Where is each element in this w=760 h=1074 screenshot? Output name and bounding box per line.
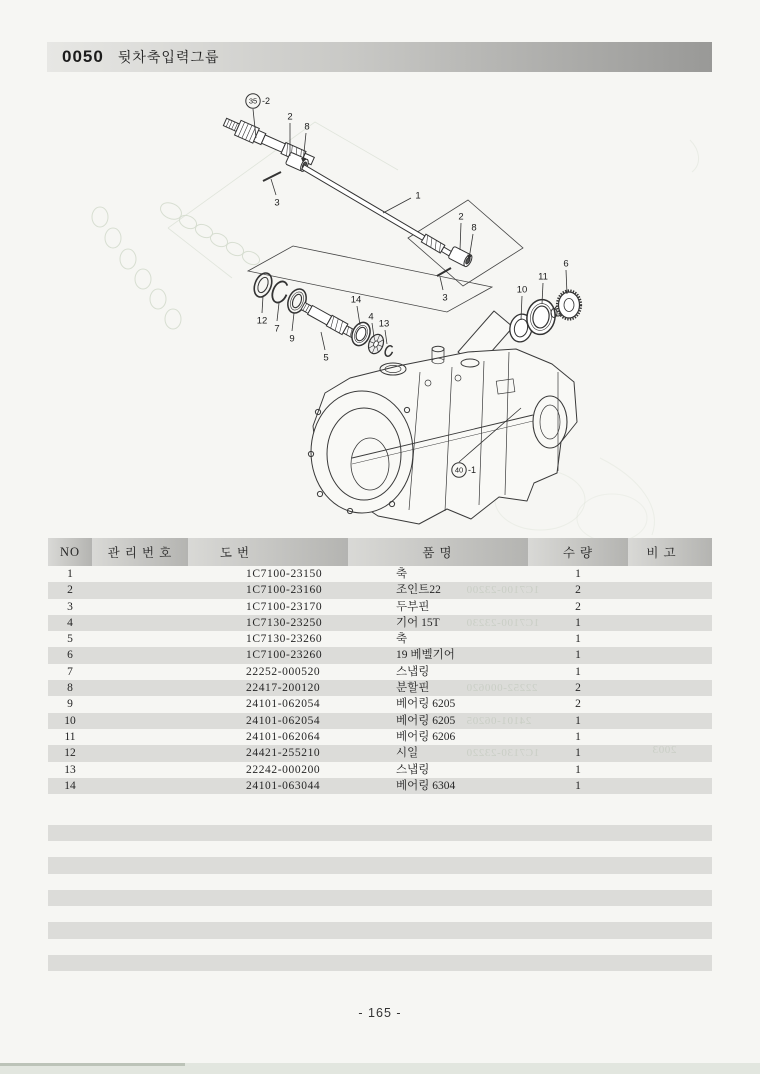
- section-code: 0050: [62, 47, 104, 66]
- cell-no: 7: [67, 665, 73, 678]
- table-row: [48, 729, 712, 745]
- bleedthrough-text: 22252-000620: [466, 682, 538, 694]
- cell-remark: [628, 696, 712, 712]
- cell-no: 5: [67, 633, 73, 646]
- cell-mgmt: [92, 696, 188, 712]
- empty-stripe: [48, 825, 712, 842]
- table-row: [48, 631, 712, 647]
- header-name: 품 명: [348, 538, 528, 566]
- cell-name: 분할핀: [348, 680, 528, 696]
- gear-6: [551, 291, 581, 320]
- callout-leader: [460, 223, 461, 250]
- bleedthrough-text: 1C7100-23200: [466, 584, 540, 596]
- cell-no: 8: [48, 680, 92, 696]
- callout-number: 2: [458, 211, 464, 223]
- cell-qty: 2: [528, 680, 628, 696]
- cell-qty: 2: [575, 600, 581, 613]
- callout-number: 40: [454, 465, 464, 475]
- table-row: [48, 745, 712, 761]
- cell-remark: [628, 778, 712, 794]
- cell-qty: 1: [575, 730, 581, 743]
- cell-name: 두부핀: [396, 600, 430, 613]
- long-shaft: [301, 163, 453, 258]
- cell-qty: 1: [528, 615, 628, 631]
- cell-drawing: 1C7130-23250: [188, 615, 348, 631]
- callout-number: 1: [415, 190, 421, 202]
- empty-stripe: [48, 922, 712, 939]
- cell-no: 3: [67, 600, 73, 613]
- cell-remark: [628, 566, 712, 582]
- callout-number: 2: [287, 111, 293, 123]
- cell-remark: [628, 680, 712, 696]
- cell-no: 6: [48, 647, 92, 663]
- header-qty: 수 량: [528, 538, 628, 566]
- cell-mgmt: [92, 582, 188, 598]
- cell-mgmt: [92, 647, 188, 663]
- cell-drawing: 22252-000520: [246, 665, 321, 678]
- bleedthrough-text: 24101-06205: [466, 715, 532, 727]
- cell-name: 스냅링: [396, 665, 430, 678]
- table-row: [48, 615, 712, 631]
- cell-drawing: 22417-200120: [188, 680, 348, 696]
- callout-number: 13: [378, 318, 390, 330]
- cell-name: 시일: [348, 745, 528, 761]
- callout-suffix: -1: [468, 465, 477, 475]
- cell-name: 스냅링: [396, 763, 430, 776]
- section-title-bar: [47, 42, 712, 72]
- cell-mgmt: [92, 680, 188, 696]
- cell-remark: [628, 582, 712, 598]
- cell-drawing: 24101-062054: [246, 698, 321, 711]
- cell-drawing: 1C7100-23150: [246, 568, 323, 580]
- table-row: [48, 664, 712, 680]
- parts-table: [48, 538, 712, 794]
- cell-mgmt: [92, 664, 188, 680]
- cell-drawing: 22242-000200: [246, 763, 321, 776]
- cell-mgmt: [92, 778, 188, 794]
- cell-drawing: 1C7100-23160: [188, 582, 348, 598]
- cell-qty: 2: [575, 698, 581, 711]
- page-bottom-edge: [0, 1063, 760, 1074]
- callout-number: 8: [304, 121, 310, 133]
- cell-no: 2: [48, 582, 92, 598]
- cell-mgmt: [92, 631, 188, 647]
- bleedthrough-text: 1C7130-23220: [466, 747, 540, 759]
- cell-remark: [628, 631, 712, 647]
- empty-stripe: [48, 857, 712, 874]
- callout-number: 11: [538, 271, 548, 283]
- cell-qty: 1: [575, 665, 581, 678]
- header-remark: 비 고: [628, 538, 712, 566]
- cell-qty: 1: [528, 745, 628, 761]
- page-title: 뒷차축입력그룹: [117, 49, 220, 65]
- cell-drawing: 1C7100-23260: [188, 647, 348, 663]
- cell-remark: [628, 762, 712, 778]
- callout-number: 3: [274, 197, 280, 209]
- cell-qty: 1: [575, 633, 581, 646]
- cell-no: 1: [67, 568, 73, 580]
- exploded-parts-diagram: [0, 80, 760, 538]
- cell-qty: 1: [528, 647, 628, 663]
- table-row: [48, 713, 712, 729]
- cell-remark: [628, 664, 712, 680]
- cell-drawing: 1C7100-23170: [246, 600, 323, 613]
- header-drawing: 도 번: [188, 538, 348, 566]
- bleedthrough-text: 2003: [652, 744, 677, 756]
- callout-leader: [262, 296, 263, 313]
- table-row: [48, 762, 712, 778]
- callout-number: 35: [248, 96, 258, 106]
- cell-no: 10: [48, 713, 92, 729]
- page-number: - 165 -: [358, 1006, 402, 1020]
- callout-number: 3: [442, 292, 448, 304]
- callout-leader: [277, 303, 279, 321]
- callout-number: 8: [471, 222, 477, 234]
- cell-drawing: 24101-062054: [188, 713, 348, 729]
- header-no: NO: [48, 538, 92, 566]
- cell-name: 베어링 6205: [396, 698, 456, 711]
- cell-mgmt: [92, 599, 188, 615]
- empty-stripe: [48, 890, 712, 907]
- snap-ring-13: [384, 345, 395, 358]
- callout-leader: [372, 323, 374, 337]
- cell-name: 기어 15T: [348, 615, 528, 631]
- table-row: [48, 696, 712, 712]
- cell-no: 14: [48, 778, 92, 794]
- callout-leader: [292, 313, 294, 331]
- callout-leader: [271, 179, 276, 195]
- cell-drawing: 1C7130-23260: [246, 633, 323, 646]
- cell-no: 11: [64, 730, 76, 743]
- cell-name: 베어링 6304: [348, 778, 528, 794]
- callout-leader: [321, 332, 325, 350]
- cell-name: 축: [396, 633, 408, 646]
- empty-stripe: [48, 955, 712, 972]
- table-header-row: [48, 538, 712, 566]
- cell-no: 4: [48, 615, 92, 631]
- callout-leader: [440, 277, 443, 290]
- cell-mgmt: [92, 615, 188, 631]
- header-mgmt: 관 리 번 호: [92, 538, 188, 566]
- cell-qty: 2: [528, 582, 628, 598]
- cell-mgmt: [92, 566, 188, 582]
- table-row: [48, 680, 712, 696]
- cell-no: 13: [64, 763, 76, 776]
- cell-drawing: 24101-063044: [188, 778, 348, 794]
- callout-number: 6: [563, 258, 569, 270]
- table-row: [48, 778, 712, 794]
- table-row: [48, 566, 712, 582]
- bleedthrough-text: 1C7100-23230: [466, 617, 540, 629]
- callout-number: 9: [289, 333, 295, 345]
- cell-remark: [628, 647, 712, 663]
- cell-mgmt: [92, 729, 188, 745]
- cell-mgmt: [92, 745, 188, 761]
- callout-leader: [383, 198, 411, 213]
- callout-number: 5: [323, 352, 329, 364]
- callout-number: 4: [368, 311, 374, 323]
- callout-number: 10: [516, 284, 528, 296]
- parts-table-body: [48, 566, 712, 794]
- cell-qty: 1: [528, 778, 628, 794]
- cell-name: 베어링 6206: [396, 730, 456, 743]
- page-bottom-edge-dark: [0, 1063, 185, 1066]
- callout-leader: [385, 330, 387, 344]
- cell-name: 19 베벨기어: [348, 647, 528, 663]
- table-row: [48, 582, 712, 598]
- cell-drawing: 24101-062064: [246, 730, 321, 743]
- cell-name: 축: [396, 568, 408, 580]
- cell-mgmt: [92, 713, 188, 729]
- cell-qty: 1: [575, 763, 581, 776]
- cell-name: 조인트22: [348, 582, 528, 598]
- cell-no: 12: [48, 745, 92, 761]
- callout-number: 12: [256, 315, 268, 327]
- housing: [308, 311, 577, 524]
- cell-qty: 1: [575, 568, 581, 580]
- cell-no: 9: [67, 698, 73, 711]
- callout-leader: [357, 306, 360, 325]
- cell-remark: [628, 729, 712, 745]
- cell-name: 베어링 6205: [348, 713, 528, 729]
- table-row: [48, 647, 712, 663]
- callout-number: 7: [274, 323, 280, 335]
- cell-remark: [628, 615, 712, 631]
- table-row: [48, 599, 712, 615]
- cell-qty: 1: [528, 713, 628, 729]
- cell-mgmt: [92, 762, 188, 778]
- bevel-shaft-5: [300, 301, 357, 340]
- cell-remark: [628, 713, 712, 729]
- callout-number: 14: [350, 294, 362, 306]
- callout-suffix: -2: [262, 96, 271, 106]
- cell-remark: [628, 599, 712, 615]
- cell-drawing: 24421-255210: [188, 745, 348, 761]
